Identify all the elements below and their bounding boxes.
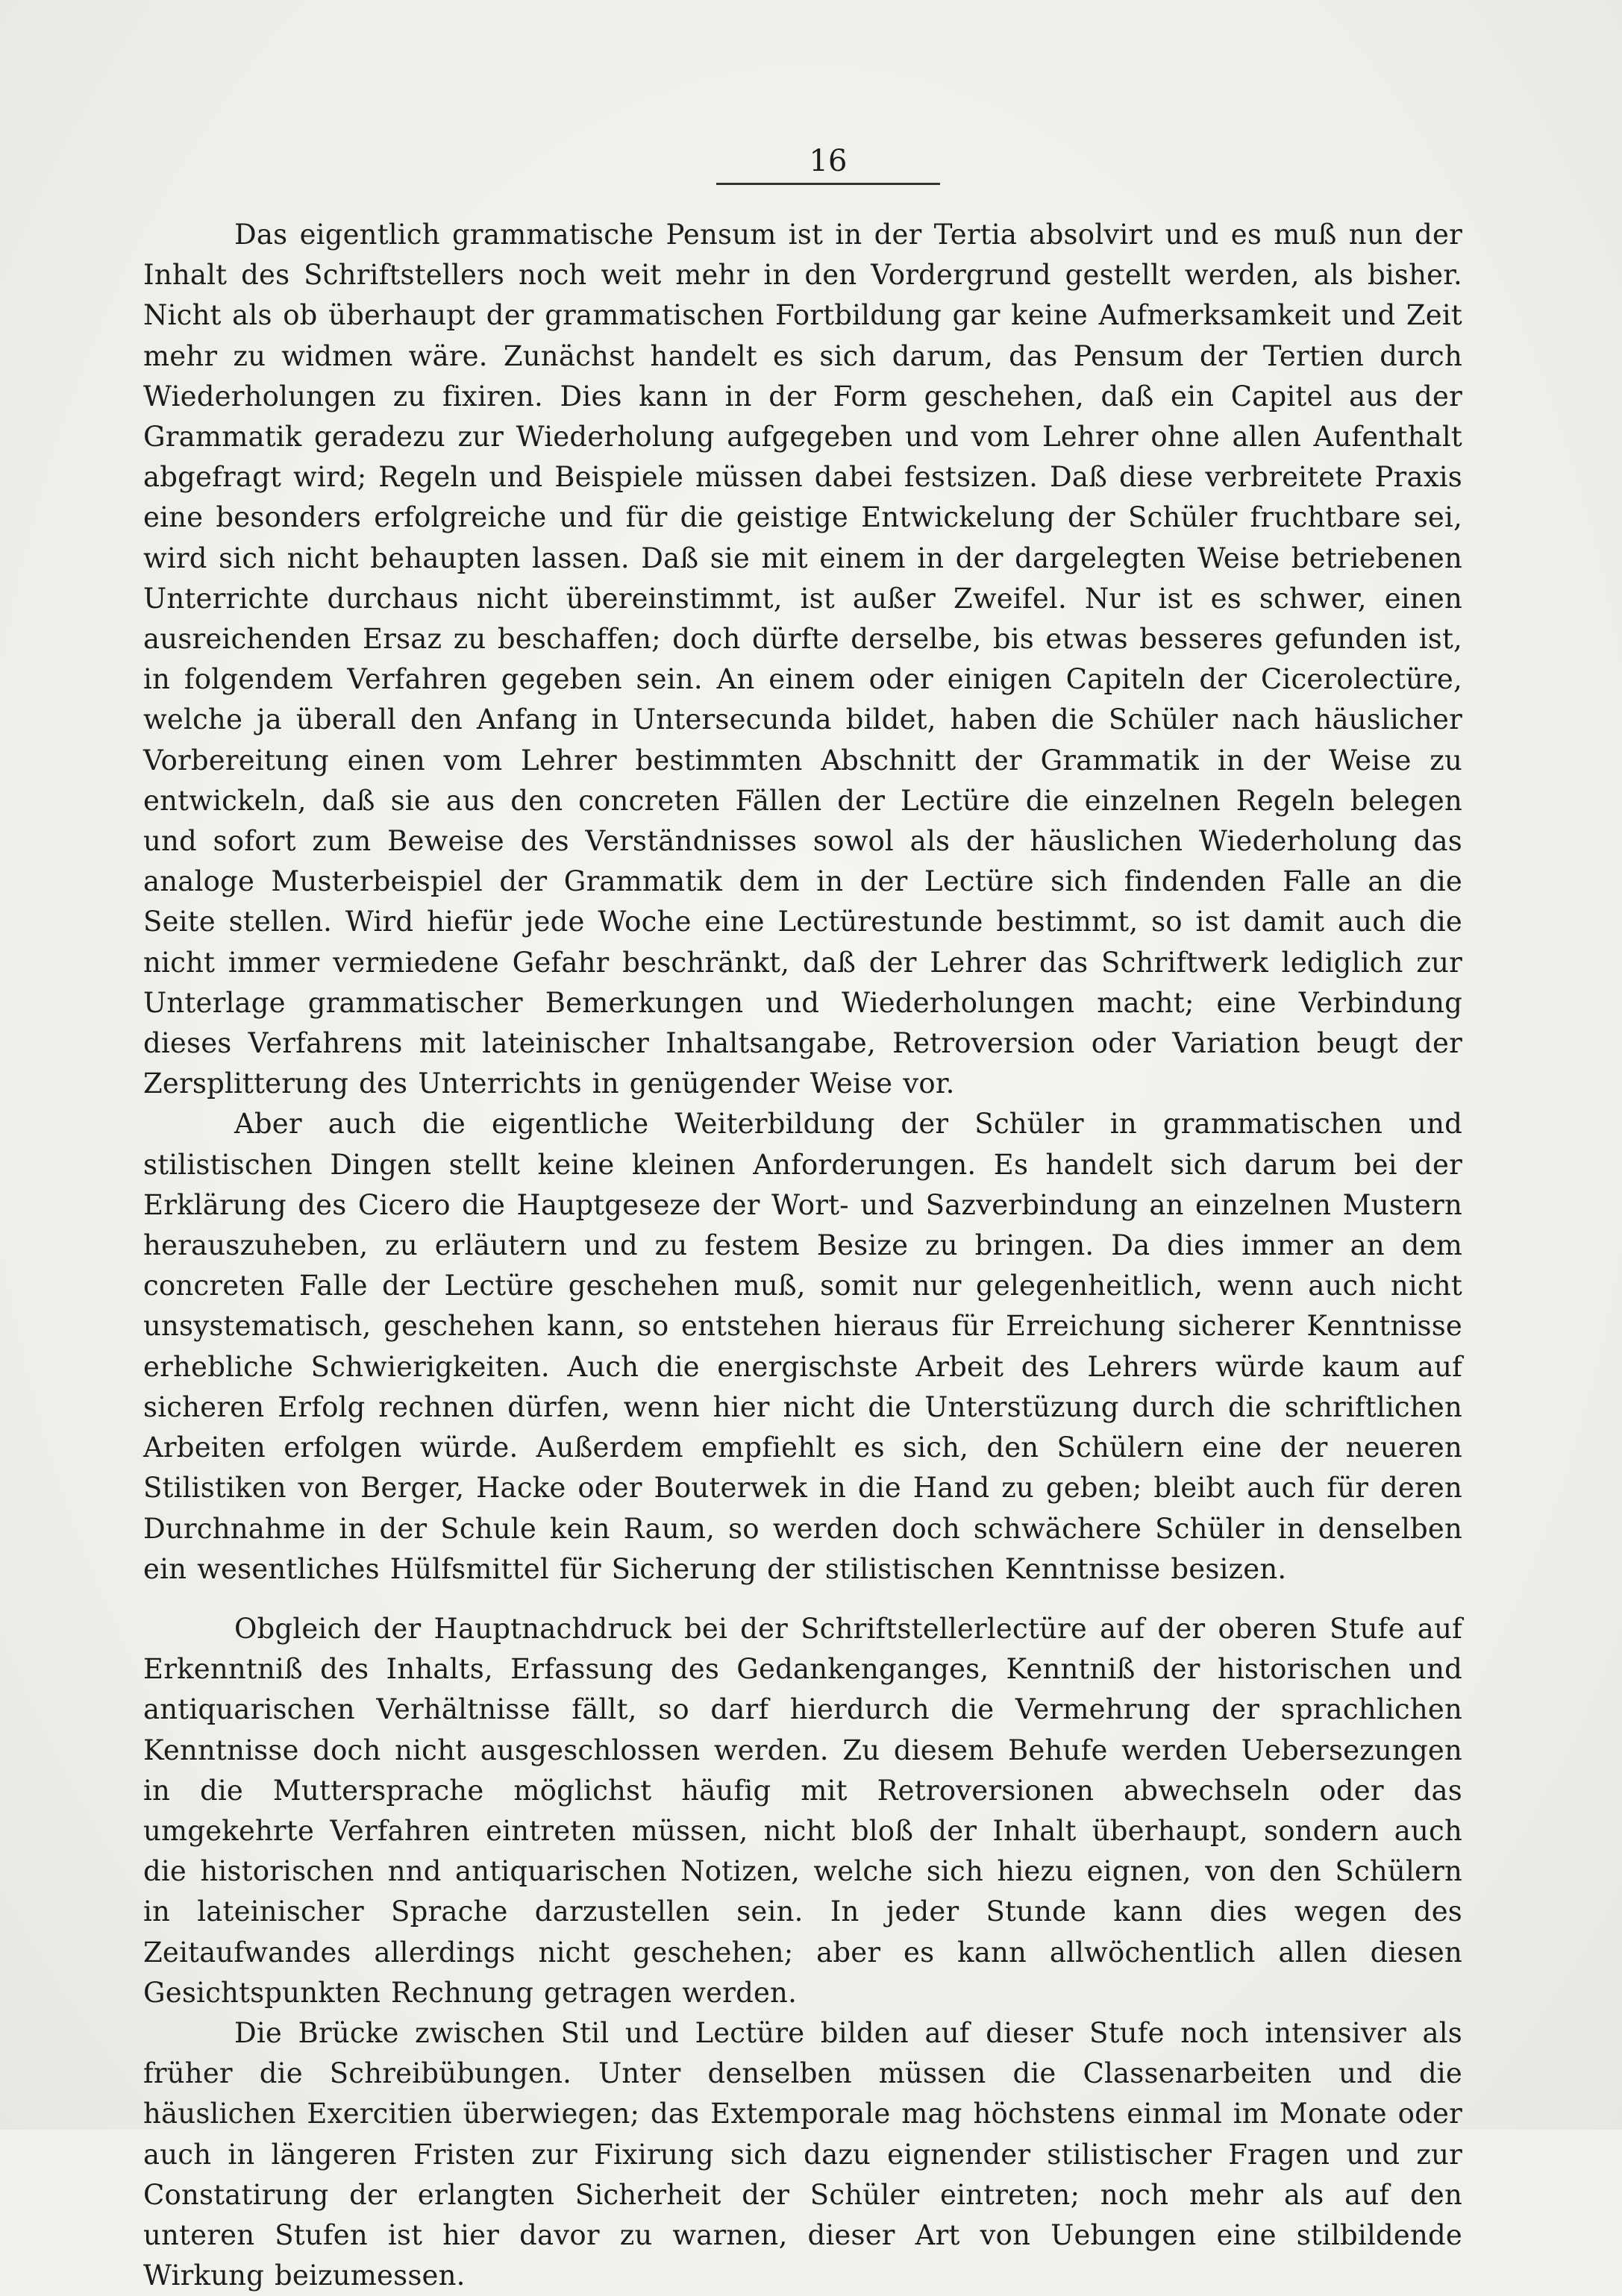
paragraph-3: Obgleich der Hauptnachdruck bei der Schriftstellerlectüre auf der oberen Stufe auf Erkenntniß des Inhalts, Erfassung des Gedankenganges, Kenntniß der historischen und antiquarischen Verhältnisse fällt, so darf hierdurch die Vermehrung der sprachlichen Kenntnisse doch nicht ausgeschlossen werden. Zu diesem Behufe werden Uebersezungen in die Muttersprache möglichst häufig mit Retroversionen abwechseln oder das umgekehrte Verfahren eintreten müssen, nicht bloß der Inhalt überhaupt, sondern auch die historischen nnd antiquarischen Notizen, welche sich hiezu eignen, von den Schülern in lateinischer Sprache darzustellen sein. In jeder Stunde kann dies wegen des Zeitaufwandes allerdings nicht geschehen; aber es kann allwöchentlich allen diesen Gesichtspunkten Rechnung getragen werden. (143, 1612, 1462, 2009)
body-text (143, 215, 1462, 2296)
header-rule (716, 183, 940, 185)
page-number: 16 (809, 144, 848, 178)
paragraph-4: Die Brücke zwischen Stil und Lectüre bilden auf dieser Stufe noch intensiver als früher die Schreibübungen. Unter denselben müssen die Classenarbeiten und die häuslichen Exercitien überwiegen; das Extemporale mag höchstens einmal im Monate oder auch in längeren Fristen zur Fixirung sich dazu eignender stilistischer Fragen und zur Constatirung der erlangten Sicherheit der Schüler eintreten; noch mehr als auf den unteren Stufen ist hier davor zu warnen, dieser Art von Uebungen eine stilbildende Wirkung beizumessen. (143, 2016, 1462, 2292)
paragraph-2: Aber auch die eigentliche Weiterbildung der Schüler in grammatischen und stilistischen Dingen stellt keine kleinen Anforderungen. Es handelt sich darum bei der Erklärung des Cicero die Hauptgeseze der Wort- und Sazverbindung an einzelnen Mustern herauszuheben, zu erläutern und zu festem Besize zu bringen. Da dies immer an dem concreten Falle der Lectüre geschehen muß, somit nur gelegenheitlich, wenn auch nicht unsystematisch, geschehen kann, so entstehen hieraus für Erreichung sicherer Kenntnisse erhebliche Schwierigkeiten. Auch die energischste Arbeit des Lehrers würde kaum auf sicheren Erfolg rechnen dürfen, wenn hier nicht die Unterstüzung durch die schriftlichen Arbeiten erfolgen würde. Außerdem empfiehlt es sich, den Schülern eine der neueren Stilistiken von Berger, Hacke oder Bouterwek in die Hand zu geben; bleibt auch für deren Durchnahme in der Schule kein Raum, so werden doch schwächere Schüler in denselben ein wesentliches Hülfsmittel für Sicherung der stilistischen Kenntnisse besizen. (143, 1108, 1462, 1585)
paragraph-1: Das eigentlich grammatische Pensum ist in der Tertia absolvirt und es muß nun der Inhalt des Schriftstellers noch weit mehr in den Vordergrund gestellt werden, als bisher. Nicht als ob überhaupt der grammatischen Fortbildung gar keine Aufmerksamkeit und Zeit mehr zu widmen wäre. Zunächst handelt es sich darum, das Pensum der Tertien durch Wiederholungen zu fixiren. Dies kann in der Form geschehen, daß ein Capitel aus der Grammatik geradezu zur Wiederholung aufgegeben und vom Lehrer ohne allen Aufenthalt abgefragt wird; Regeln und Beispiele müssen dabei festsizen. Daß diese verbreitete Praxis eine besonders erfolgreiche und für die geistige Entwickelung der Schüler fruchtbare sei, wird sich nicht behaupten lassen. Daß sie mit einem in der dargelegten Weise betriebenen Unterrichte durchaus nicht übereinstimmt, ist außer Zweifel. Nur ist es schwer, einen ausreichenden Ersaz zu beschaffen; doch dürfte derselbe, bis etwas besseres gefunden ist, in folgendem Verfahren gegeben sein. An einem oder einigen Capiteln der Cicerolectüre, welche ja überall den Anfang in Untersecunda bildet, haben die Schüler nach häuslicher Vorbereitung einen vom Lehrer bestimmten Abschnitt der Grammatik in der Weise zu entwickeln, daß sie aus den concreten Fällen der Lectüre die einzelnen Regeln belegen und sofort zum Beweise des Verständnisses sowol als der häuslichen Wiederholung das analoge Musterbeispiel der Grammatik dem in der Lectüre sich findenden Falle an die Seite stellen. Wird hiefür jede Woche eine Lectürestunde bestimmt, so ist damit auch die nicht immer vermiedene Gefahr beschränkt, daß der Lehrer das Schriftwerk lediglich zur Unterlage grammatischer Bemerkungen und Wiederholungen macht; eine Verbindung dieses Verfahrens mit lateinischer Inhaltsangabe, Retroversion oder Variation beugt der Zersplitterung des Unterrichts in genügender Weise vor. (143, 219, 1462, 1100)
